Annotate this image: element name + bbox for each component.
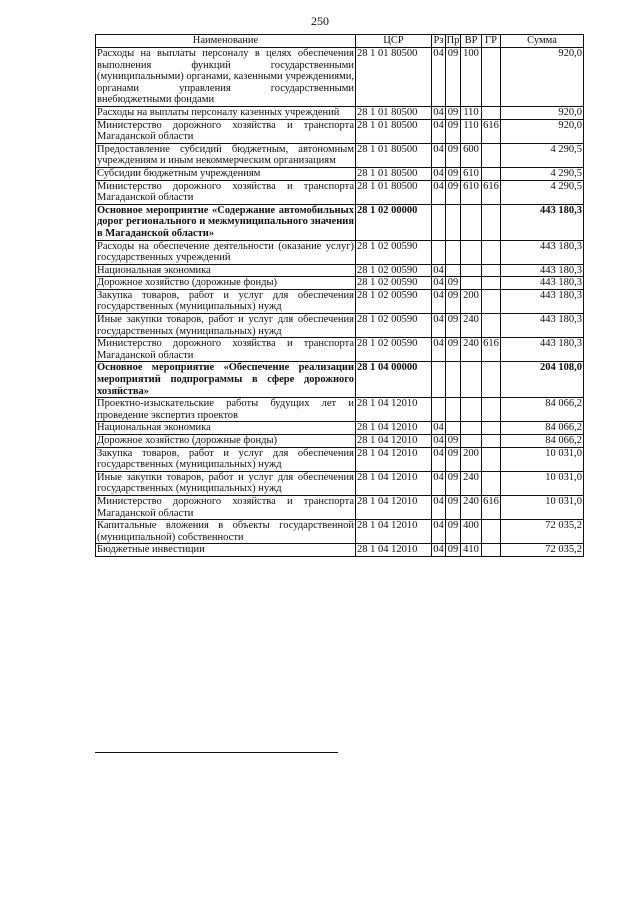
cell-gr (482, 48, 501, 107)
cell-vr: 240 (461, 314, 482, 338)
cell-gr: 616 (482, 495, 501, 519)
cell-name: Иные закупки товаров, работ и услуг для обеспечения государственных (муниципальных) нужд (97, 471, 354, 495)
table-row (96, 277, 584, 290)
cell-gr (482, 435, 501, 448)
cell-rz: 04 (433, 106, 444, 118)
cell-pr: 09 (446, 167, 461, 180)
cell-csr: 28 1 02 00590 (356, 289, 432, 313)
cell-rz: 04 (433, 435, 444, 446)
table-row (96, 435, 584, 448)
cell-name: Бюджетные инвестиции (96, 544, 356, 557)
cell-sum: 4 290,5 (501, 180, 584, 204)
cell-pr: 09 (446, 338, 461, 362)
cell-sum: 443 180,3 (501, 240, 584, 264)
cell-gr: 616 (482, 180, 501, 204)
cell-name: Иные закупки товаров, работ и услуг для обеспечения государственных (муниципальных) нужд (97, 314, 354, 337)
cell-sum: 4 290,5 (501, 167, 584, 180)
cell-pr (446, 422, 461, 435)
table-row (96, 264, 584, 277)
cell-gr (482, 289, 501, 313)
table-body (96, 48, 584, 557)
table-row (96, 180, 584, 204)
table-row (96, 520, 584, 544)
cell-vr: 200 (461, 289, 482, 313)
cell-gr (482, 167, 501, 180)
table-row (96, 338, 584, 362)
header-vr: ВР (461, 35, 482, 48)
cell-vr (461, 435, 482, 448)
cell-pr: 09 (446, 143, 461, 167)
cell-rz: 04 (433, 264, 444, 276)
header-pr: Пр (446, 35, 460, 46)
table-row (96, 544, 584, 557)
cell-sum: 443 180,3 (501, 204, 584, 240)
cell-sum: 84 066,2 (501, 422, 584, 435)
cell-gr (482, 204, 501, 240)
cell-csr: 28 1 04 00000 (356, 362, 432, 398)
cell-pr: 09 (446, 435, 461, 448)
cell-pr (446, 362, 461, 398)
cell-rz: 04 (433, 167, 444, 179)
cell-sum: 920,0 (501, 106, 584, 119)
cell-name: Министерство дорожного хозяйства и транспорта Магаданской области (97, 180, 354, 204)
cell-rz: 04 (432, 314, 446, 338)
table-row (96, 106, 584, 119)
cell-csr: 28 1 04 12010 (356, 422, 432, 435)
cell-rz: 04 (432, 143, 446, 167)
cell-csr: 28 1 04 12010 (356, 471, 432, 495)
cell-csr: 28 1 01 80500 (356, 48, 432, 107)
cell-sum: 10 031,0 (501, 495, 584, 519)
cell-name: Расходы на обеспечение деятельности (оказание услуг) государственных учреждений (97, 240, 354, 264)
header-csr: ЦСР (356, 35, 432, 48)
cell-sum: 84 066,2 (501, 435, 584, 448)
cell-sum: 204 108,0 (501, 362, 584, 398)
cell-vr (461, 240, 482, 264)
cell-gr (482, 240, 501, 264)
cell-sum: 10 031,0 (501, 471, 584, 495)
cell-gr (482, 520, 501, 544)
header-gr: ГР (482, 35, 501, 48)
cell-gr (482, 422, 501, 435)
cell-vr: 400 (461, 520, 482, 544)
cell-gr (482, 314, 501, 338)
cell-pr: 09 (446, 520, 461, 544)
cell-gr (482, 398, 501, 422)
cell-sum: 4 290,5 (501, 143, 584, 167)
cell-pr (446, 240, 461, 264)
cell-pr: 09 (446, 495, 461, 519)
table-row (96, 471, 584, 495)
cell-rz (432, 362, 446, 398)
cell-csr: 28 1 01 80500 (356, 106, 432, 119)
cell-rz: 04 (432, 471, 446, 495)
table-row (96, 495, 584, 519)
cell-pr: 09 (446, 48, 461, 107)
cell-name: Дорожное хозяйство (дорожные фонды) (96, 277, 356, 290)
cell-vr: 610 (461, 167, 482, 180)
cell-name: Предоставление субсидий бюджетным, автономным учреждениям и иным некоммерческим организациям (97, 143, 354, 167)
cell-vr: 240 (461, 338, 482, 362)
cell-sum: 920,0 (501, 48, 584, 107)
cell-rz: 04 (432, 520, 446, 544)
table-row (96, 289, 584, 313)
cell-sum: 920,0 (501, 119, 584, 143)
cell-vr: 610 (461, 180, 482, 204)
cell-csr: 28 1 01 80500 (356, 180, 432, 204)
cell-vr: 110 (461, 106, 482, 119)
cell-name: Капитальные вложения в объекты государственной (муниципальной) собственности (97, 520, 354, 543)
table-row (96, 398, 584, 422)
cell-rz: 04 (432, 119, 446, 143)
cell-csr: 28 1 04 12010 (356, 447, 432, 471)
cell-vr (461, 204, 482, 240)
table-row (96, 447, 584, 471)
cell-gr (482, 143, 501, 167)
cell-sum: 72 035,2 (501, 520, 584, 544)
cell-gr (482, 362, 501, 398)
cell-csr: 28 1 02 00590 (356, 277, 432, 290)
cell-csr: 28 1 01 80500 (356, 167, 432, 180)
cell-gr (482, 471, 501, 495)
table-row (96, 204, 584, 240)
table-row (96, 143, 584, 167)
cell-gr (482, 277, 501, 290)
cell-vr: 240 (461, 471, 482, 495)
cell-vr: 410 (461, 544, 482, 557)
cell-pr: 09 (446, 314, 461, 338)
page-number: 250 (311, 14, 329, 28)
cell-vr (461, 422, 482, 435)
cell-csr: 28 1 01 80500 (356, 119, 432, 143)
footnote-divider (95, 752, 338, 753)
cell-vr: 200 (461, 447, 482, 471)
cell-name: Расходы на выплаты персоналу в целях обеспечения выполнения функций государственными (муниципальными) органами, казенными учреждениями, органами управления государственными внебюджетными фондами (97, 48, 354, 106)
cell-gr (482, 544, 501, 557)
cell-csr: 28 1 02 00000 (356, 204, 432, 240)
cell-gr (482, 264, 501, 277)
cell-sum: 84 066,2 (501, 398, 584, 422)
cell-csr: 28 1 04 12010 (356, 398, 432, 422)
cell-name: Министерство дорожного хозяйства и транспорта Магаданской области (97, 495, 354, 519)
cell-name: Расходы на выплаты персоналу казенных учреждений (96, 106, 356, 119)
cell-csr: 28 1 04 12010 (356, 495, 432, 519)
cell-rz: 04 (433, 277, 444, 289)
cell-sum: 72 035,2 (501, 544, 584, 557)
header-rz: Рз (433, 35, 444, 46)
cell-sum: 10 031,0 (501, 447, 584, 471)
header-row (96, 35, 584, 48)
cell-rz: 04 (432, 180, 446, 204)
cell-pr: 09 (446, 544, 461, 557)
cell-vr (461, 277, 482, 290)
cell-name: Закупка товаров, работ и услуг для обеспечения государственных (муниципальных) нужд (97, 289, 354, 313)
cell-name: Закупка товаров, работ и услуг для обеспечения государственных (муниципальных) нужд (97, 447, 354, 471)
cell-csr: 28 1 04 12010 (356, 520, 432, 544)
cell-gr: 616 (482, 338, 501, 362)
cell-pr (446, 264, 461, 277)
cell-rz: 04 (432, 495, 446, 519)
cell-name: Дорожное хозяйство (дорожные фонды) (96, 435, 356, 448)
cell-vr: 240 (461, 495, 482, 519)
cell-rz (432, 240, 446, 264)
cell-name: Министерство дорожного хозяйства и транспорта Магаданской области (97, 338, 354, 361)
table-row (96, 167, 584, 180)
cell-rz: 04 (432, 289, 446, 313)
cell-name: Основное мероприятие «Содержание автомобильных дорог регионального и межмуниципального значения в Магаданской области» (97, 204, 354, 239)
table-row (96, 362, 584, 398)
cell-rz: 04 (433, 422, 444, 434)
cell-gr (482, 106, 501, 119)
cell-csr: 28 1 02 00590 (356, 338, 432, 362)
cell-vr (461, 398, 482, 422)
cell-name: Национальная экономика (96, 264, 356, 277)
cell-csr: 28 1 02 00590 (356, 240, 432, 264)
cell-pr: 09 (446, 106, 461, 119)
cell-rz (432, 398, 446, 422)
cell-name: Основное мероприятие «Обеспечение реализации мероприятий подпрограммы в сфере дорожного хозяйства» (97, 362, 354, 397)
cell-sum: 443 180,3 (501, 338, 584, 362)
cell-csr: 28 1 04 12010 (356, 435, 432, 448)
cell-pr (446, 204, 461, 240)
cell-pr: 09 (446, 119, 461, 143)
cell-sum: 443 180,3 (501, 314, 584, 338)
cell-rz: 04 (432, 48, 446, 107)
cell-csr: 28 1 01 80500 (356, 143, 432, 167)
cell-name: Национальная экономика (96, 422, 356, 435)
cell-pr: 09 (446, 277, 461, 290)
cell-gr (482, 447, 501, 471)
header-name: Наименование (96, 35, 356, 48)
cell-rz: 04 (433, 544, 444, 556)
cell-vr: 110 (461, 119, 482, 143)
cell-pr: 09 (446, 471, 461, 495)
cell-sum: 443 180,3 (501, 264, 584, 277)
cell-csr: 28 1 04 12010 (356, 544, 432, 557)
cell-csr: 28 1 02 00590 (356, 314, 432, 338)
table-row (96, 240, 584, 264)
cell-rz (432, 204, 446, 240)
cell-pr (446, 398, 461, 422)
cell-pr: 09 (446, 180, 461, 204)
table-row (96, 422, 584, 435)
cell-sum: 443 180,3 (501, 277, 584, 290)
cell-vr (461, 264, 482, 277)
header-sum: Сумма (501, 35, 584, 48)
budget-table (95, 34, 584, 557)
cell-rz: 04 (432, 447, 446, 471)
cell-pr: 09 (446, 289, 461, 313)
cell-vr: 600 (461, 143, 482, 167)
cell-name: Субсидии бюджетным учреждениям (96, 167, 356, 180)
cell-name: Министерство дорожного хозяйства и транспорта Магаданской области (97, 119, 354, 143)
table-row (96, 48, 584, 107)
table-row (96, 119, 584, 143)
cell-pr: 09 (446, 447, 461, 471)
cell-csr: 28 1 02 00590 (356, 264, 432, 277)
cell-vr (461, 362, 482, 398)
table-row (96, 314, 584, 338)
cell-rz: 04 (432, 338, 446, 362)
cell-vr: 100 (461, 48, 482, 107)
cell-name: Проектно-изыскательские работы будущих лет и проведение экспертиз проектов (97, 398, 354, 421)
cell-sum: 443 180,3 (501, 289, 584, 313)
cell-gr: 616 (482, 119, 501, 143)
